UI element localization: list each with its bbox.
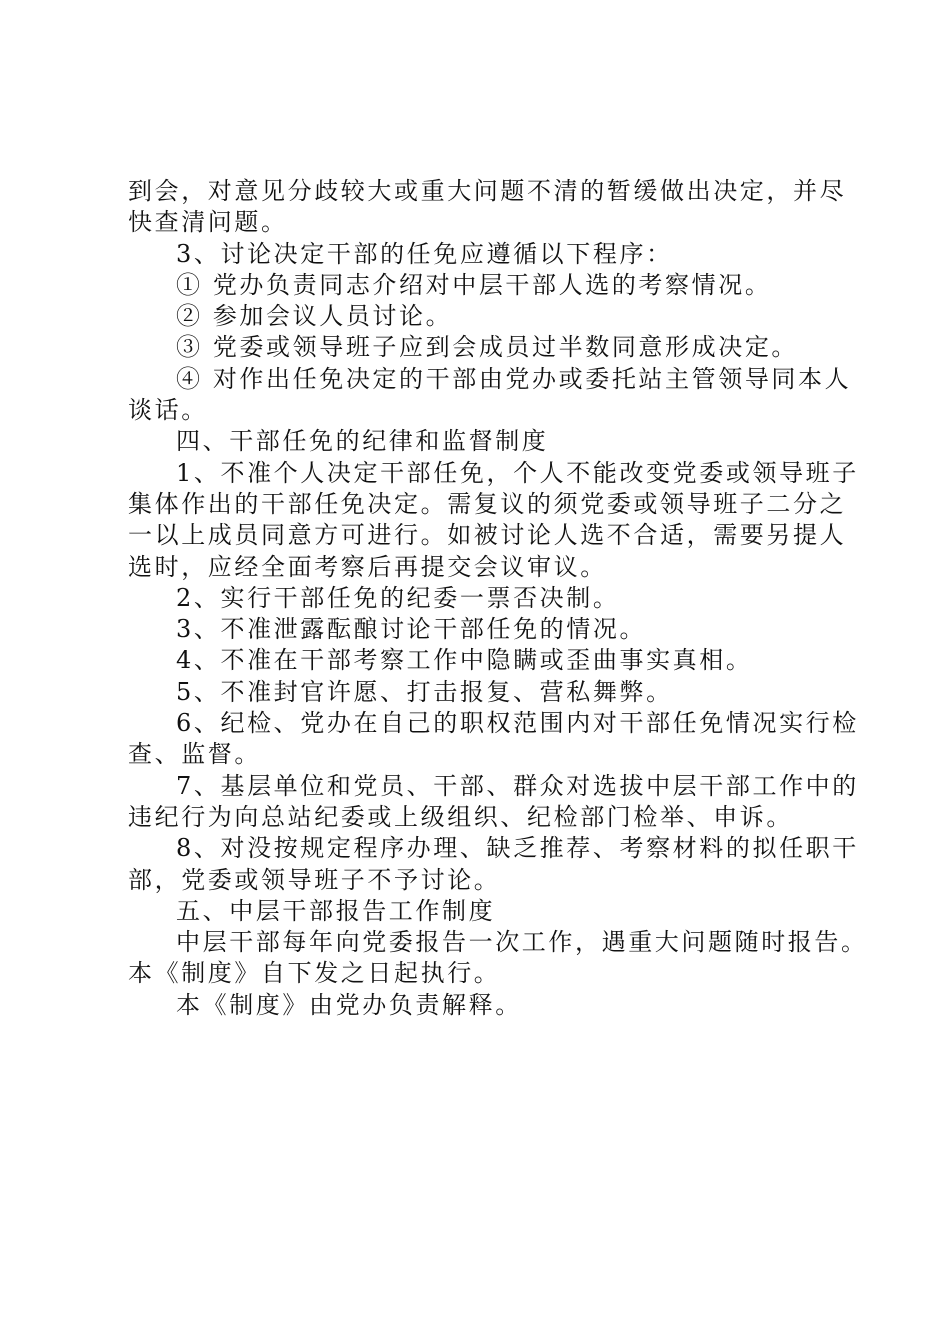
paragraph (128, 426, 840, 457)
text-line: 集体作出的干部任免决定。需复议的须党委或领导班子二分之 (128, 489, 847, 518)
text-line: 违纪行为向总站纪委或上级组织、纪检部门检举、申诉。 (128, 802, 793, 831)
text-line: 1、不准个人决定干部任免，个人不能改变党委或领导班子 (176, 458, 859, 487)
paragraph (128, 896, 840, 927)
text-line: 到会，对意见分歧较大或重大问题不清的暂缓做出决定，并尽 (128, 177, 847, 205)
text-line: 3、不准泄露酝酿讨论干部任免的情况。 (176, 615, 647, 644)
paragraph (128, 708, 859, 771)
paragraph (128, 645, 840, 676)
text-line: 选时，应经全面考察后再提交会议审议。 (128, 552, 607, 581)
paragraph (128, 771, 859, 834)
paragraph (128, 833, 859, 896)
text-line: 2、实行干部任免的纪委一票否决制。 (176, 583, 620, 612)
paragraph (128, 927, 868, 990)
paragraph (128, 364, 852, 427)
paragraph (128, 176, 847, 239)
paragraph (128, 583, 840, 614)
text-line: 7、基层单位和党员、干部、群众对选拔中层干部工作中的 (176, 771, 859, 800)
paragraph (128, 458, 859, 583)
paragraph (128, 677, 840, 708)
text-line: ② 参加会议人员讨论。 (176, 302, 453, 331)
paragraph (128, 270, 840, 301)
text-line: 本《制度》自下发之日起执行。 (128, 959, 501, 988)
text-line: 四、干部任免的纪律和监督制度 (176, 427, 549, 456)
text-line: 4、不准在干部考察工作中隐瞒或歪曲事实真相。 (176, 646, 753, 675)
paragraph (128, 614, 840, 645)
document-body (128, 176, 868, 1021)
text-line: 本《制度》由党办负责解释。 (176, 990, 522, 1019)
text-line: 3、讨论决定干部的任免应遵循以下程序： (176, 239, 673, 268)
paragraph (128, 301, 840, 332)
text-line: 部，党委或领导班子不予讨论。 (128, 865, 501, 894)
text-line: 8、对没按规定程序办理、缺乏推荐、考察材料的拟任职干 (176, 834, 859, 863)
paragraph (128, 239, 840, 270)
text-line: 查、监督。 (128, 740, 261, 769)
text-line: ③ 党委或领导班子应到会成员过半数同意形成决定。 (176, 333, 799, 362)
text-line: 谈话。 (128, 396, 208, 425)
text-line: 一以上成员同意方可进行。如被讨论人选不合适，需要另提人 (128, 521, 847, 550)
text-line: 快查清问题。 (128, 208, 288, 237)
text-line: ④ 对作出任免决定的干部由党办或委托站主管领导同本人 (176, 364, 852, 393)
text-line: 五、中层干部报告工作制度 (176, 896, 496, 925)
text-line: 6、纪检、党办在自己的职权范围内对干部任免情况实行检 (176, 709, 859, 738)
text-line: 中层干部每年向党委报告一次工作，遇重大问题随时报告。 (176, 928, 868, 957)
paragraph (128, 990, 840, 1021)
text-line: 5、不准封官许愿、打击报复、营私舞弊。 (176, 677, 673, 706)
text-line: ① 党办负责同志介绍对中层干部人选的考察情况。 (176, 270, 772, 299)
paragraph (128, 332, 840, 363)
